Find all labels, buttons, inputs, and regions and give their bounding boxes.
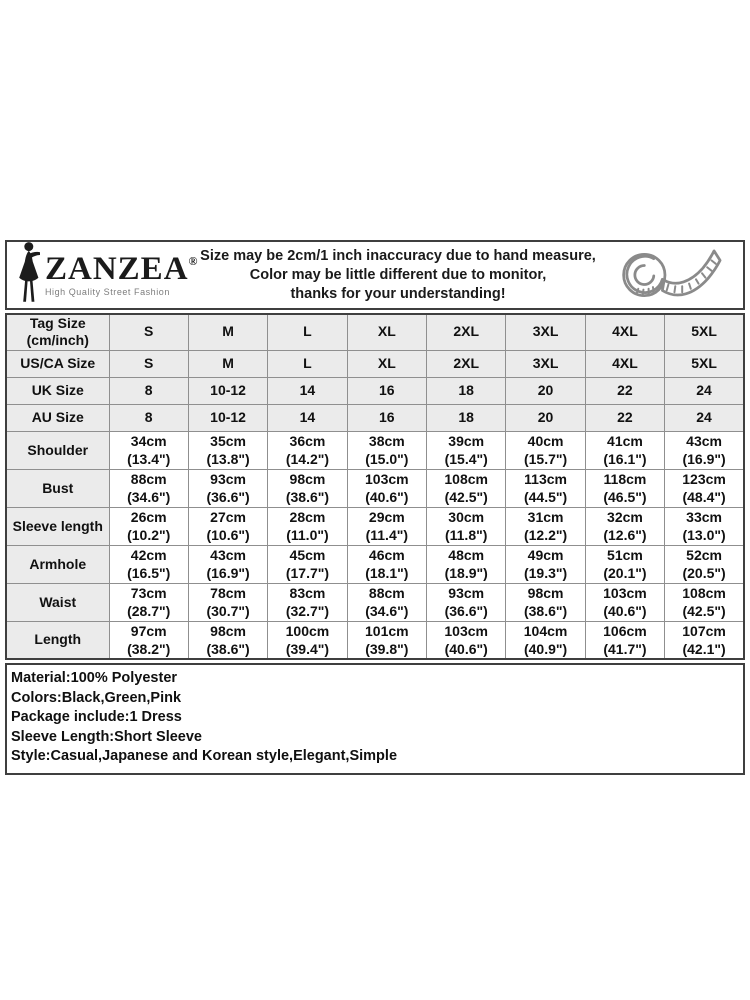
size-value-cell xyxy=(347,377,426,404)
measurement-cm: 30cm xyxy=(448,509,485,525)
measurement-cm: 31cm xyxy=(527,509,564,525)
measurement-cell xyxy=(506,469,585,507)
product-details-box xyxy=(5,663,745,775)
size-table-header-row xyxy=(6,377,744,404)
measurement-inch: (46.5") xyxy=(603,489,647,505)
measurement-inch: (38.6") xyxy=(206,640,250,657)
measurement-inch: (36.6") xyxy=(444,603,488,619)
measurement-cell xyxy=(109,507,188,545)
size-value-cell xyxy=(506,377,585,404)
size-value: L xyxy=(303,323,312,340)
size-table-header-row xyxy=(6,404,744,431)
measurement-cell xyxy=(347,431,426,469)
fashion-figure-icon xyxy=(13,241,43,310)
measurement-inch: (12.6") xyxy=(603,527,647,543)
measurement-inch: (36.6") xyxy=(206,489,250,505)
measurement-cm: 98cm xyxy=(289,471,326,487)
measurement-inch: (13.4") xyxy=(127,451,171,467)
measurement-inch: (28.7") xyxy=(127,603,171,619)
size-value: 22 xyxy=(617,381,633,398)
measurement-cm: 38cm xyxy=(368,433,405,449)
row-label xyxy=(6,431,109,469)
size-table-body xyxy=(6,314,744,659)
size-value: M xyxy=(222,354,234,371)
measurement-cm: 78cm xyxy=(210,585,246,601)
row-label-line: Length xyxy=(34,631,82,648)
size-value: 20 xyxy=(537,408,554,425)
measurement-inch: (11.4") xyxy=(365,527,409,543)
measurement-cell xyxy=(665,583,744,621)
measurement-cm: 98cm xyxy=(210,622,246,639)
row-label-line: Bust xyxy=(42,479,74,496)
measurement-cell xyxy=(585,545,664,583)
row-label xyxy=(6,545,109,583)
measurement-cell xyxy=(585,469,664,507)
size-value-cell xyxy=(188,377,267,404)
measurement-cell xyxy=(188,469,267,507)
measurement-cm: 97cm xyxy=(130,622,167,639)
measurement-cm: 93cm xyxy=(448,585,485,601)
size-value: 4XL xyxy=(612,323,638,340)
measurement-cell xyxy=(665,545,744,583)
size-value-cell xyxy=(427,350,506,377)
measurement-cell xyxy=(268,621,347,659)
measurement-inch: (40.6") xyxy=(444,640,488,657)
size-value: 16 xyxy=(379,408,395,425)
row-label-line: (cm/inch) xyxy=(26,332,89,349)
measurement-cell xyxy=(665,507,744,545)
measurement-cm: 93cm xyxy=(210,471,246,487)
measurement-cm: 113cm xyxy=(524,471,567,487)
size-value-cell xyxy=(188,314,267,350)
measurement-cell xyxy=(585,431,664,469)
measurement-cell xyxy=(427,583,506,621)
measurement-inch: (16.9") xyxy=(206,565,250,581)
size-value-cell xyxy=(665,314,744,350)
measurement-cell xyxy=(347,507,426,545)
measurement-cell xyxy=(188,583,267,621)
size-value: 24 xyxy=(696,381,712,398)
size-value-cell xyxy=(188,404,267,431)
measurement-cell xyxy=(665,621,744,659)
measurement-row xyxy=(6,431,744,469)
row-label xyxy=(6,507,109,545)
measurement-inch: (13.8") xyxy=(206,451,250,467)
measurement-cm: 42cm xyxy=(130,547,167,563)
measure-disclaimer xyxy=(188,247,605,304)
size-value-cell xyxy=(109,314,188,350)
measurement-cell xyxy=(506,545,585,583)
size-value: 20 xyxy=(537,381,554,398)
disclaimer-line: thanks for your understanding! xyxy=(290,285,506,302)
measurement-inch: (17.7") xyxy=(285,565,330,581)
size-value: 18 xyxy=(458,381,474,398)
measurement-cell xyxy=(585,621,664,659)
brand-text xyxy=(45,253,198,297)
measurement-cm: 88cm xyxy=(368,585,405,601)
size-value: 3XL xyxy=(532,354,559,371)
size-value-cell xyxy=(506,404,585,431)
measurement-cell xyxy=(506,507,585,545)
measurement-cell xyxy=(268,431,347,469)
measurement-cell xyxy=(665,431,744,469)
measurement-inch: (16.5") xyxy=(127,565,171,581)
measurement-inch: (38.6") xyxy=(285,489,330,505)
size-value-cell xyxy=(268,377,347,404)
measurement-cm: 34cm xyxy=(130,433,167,449)
measurement-cm: 39cm xyxy=(448,433,485,449)
measuring-tape-icon xyxy=(605,244,737,306)
measurement-cm: 103cm xyxy=(365,471,409,487)
measurement-cell xyxy=(268,545,347,583)
size-value-cell xyxy=(268,314,347,350)
sheet-content xyxy=(5,240,745,775)
size-value-cell xyxy=(109,350,188,377)
measurement-cm: 123cm xyxy=(682,471,726,487)
measurement-inch: (38.6") xyxy=(523,603,568,619)
measurement-row xyxy=(6,621,744,659)
measurement-cm: 41cm xyxy=(607,433,643,449)
measurement-inch: (38.2") xyxy=(127,640,171,657)
size-value: L xyxy=(303,354,312,371)
size-value: 10-12 xyxy=(210,381,246,398)
measurement-cm: 73cm xyxy=(130,585,167,601)
measurement-inch: (40.6") xyxy=(603,603,647,619)
measurement-cm: 27cm xyxy=(210,509,246,525)
measurement-cm: 29cm xyxy=(368,509,405,525)
size-value-cell xyxy=(347,404,426,431)
measurement-cell xyxy=(109,431,188,469)
size-value: 18 xyxy=(458,408,474,425)
measurement-cell xyxy=(347,583,426,621)
detail-sleeve-length: Sleeve Length:Short Sleeve xyxy=(11,728,202,745)
measurement-inch: (15.7") xyxy=(523,451,568,467)
measurement-cm: 108cm xyxy=(444,471,488,487)
measurement-cm: 98cm xyxy=(527,585,564,601)
measurement-cell xyxy=(427,507,506,545)
measurement-cell xyxy=(109,583,188,621)
row-label xyxy=(6,377,109,404)
row-label-line: Tag Size xyxy=(29,315,86,332)
measurement-inch: (20.5") xyxy=(682,565,726,581)
size-value-cell xyxy=(427,377,506,404)
measurement-cm: 26cm xyxy=(130,509,167,525)
measurement-cell xyxy=(506,621,585,659)
size-value-cell xyxy=(585,377,664,404)
size-value: 8 xyxy=(144,408,153,425)
measurement-inch: (15.4") xyxy=(444,451,488,467)
measurement-cell xyxy=(427,469,506,507)
measurement-inch: (32.7") xyxy=(285,603,330,619)
measurement-cell xyxy=(427,545,506,583)
measurement-row xyxy=(6,469,744,507)
measurement-cm: 103cm xyxy=(603,585,647,601)
measurement-inch: (16.1") xyxy=(603,451,647,467)
row-label-line: Sleeve length xyxy=(12,517,103,534)
row-label-line: Waist xyxy=(39,593,77,610)
measurement-cell xyxy=(506,431,585,469)
measurement-inch: (40.6") xyxy=(365,489,409,505)
measurement-inch: (13.0") xyxy=(682,527,726,543)
measurement-cm: 35cm xyxy=(210,433,246,449)
measurement-cell xyxy=(347,469,426,507)
measurement-cm: 32cm xyxy=(607,509,643,525)
brand-name: ZANZEA® xyxy=(45,251,198,287)
size-value-cell xyxy=(268,350,347,377)
size-value: 5XL xyxy=(691,323,717,340)
measurement-cell xyxy=(347,621,426,659)
measurement-cell xyxy=(268,583,347,621)
measurement-cm: 48cm xyxy=(448,547,485,563)
row-label xyxy=(6,621,109,659)
measurement-row xyxy=(6,507,744,545)
row-label xyxy=(6,314,109,350)
size-value-cell xyxy=(347,350,426,377)
measurement-cell xyxy=(109,469,188,507)
size-value: 22 xyxy=(617,408,633,425)
size-value-cell xyxy=(665,377,744,404)
measurement-inch: (20.1") xyxy=(603,565,647,581)
measurement-cell xyxy=(109,545,188,583)
measurement-cm: 51cm xyxy=(607,547,643,563)
measurement-row xyxy=(6,545,744,583)
measurement-inch: (10.6") xyxy=(206,527,250,543)
size-value-cell xyxy=(585,314,664,350)
row-label-line: Shoulder xyxy=(27,441,89,458)
size-value: XL xyxy=(377,354,396,371)
measurement-inch: (39.8") xyxy=(365,640,409,657)
measurement-inch: (14.2") xyxy=(285,451,330,467)
measurement-cell xyxy=(188,545,267,583)
size-value-cell xyxy=(427,404,506,431)
measurement-cell xyxy=(347,545,426,583)
size-value-cell xyxy=(268,404,347,431)
size-value: 8 xyxy=(144,381,153,398)
measurement-cm: 28cm xyxy=(289,509,326,525)
row-label xyxy=(6,469,109,507)
size-table xyxy=(5,313,745,660)
measurement-inch: (39.4") xyxy=(285,640,330,657)
size-value-cell xyxy=(506,314,585,350)
size-value: 14 xyxy=(299,408,316,425)
measurement-cm: 49cm xyxy=(527,547,564,563)
size-value: 10-12 xyxy=(210,408,246,425)
measurement-inch: (42.1") xyxy=(682,640,726,657)
measurement-cell xyxy=(188,621,267,659)
brand-logo xyxy=(13,241,198,310)
measurement-cm: 108cm xyxy=(682,585,726,601)
size-value-cell xyxy=(109,377,188,404)
size-value-cell xyxy=(427,314,506,350)
size-value: 24 xyxy=(696,408,712,425)
size-value: 5XL xyxy=(691,354,717,371)
row-label-line: AU Size xyxy=(31,409,84,425)
size-value: 3XL xyxy=(532,323,559,340)
size-value-cell xyxy=(188,350,267,377)
detail-style: Style:Casual,Japanese and Korean style,Elegant,Simple xyxy=(11,748,398,764)
measurement-inch: (30.7") xyxy=(206,603,250,619)
size-value: 16 xyxy=(379,381,395,398)
size-value-cell xyxy=(347,314,426,350)
measurement-cm: 33cm xyxy=(686,509,722,525)
measurement-cell xyxy=(506,583,585,621)
size-value-cell xyxy=(665,404,744,431)
measurement-inch: (19.3") xyxy=(523,565,568,581)
measurement-cell xyxy=(665,469,744,507)
size-value-cell xyxy=(665,350,744,377)
measurement-cm: 118cm xyxy=(603,471,647,487)
size-value-cell xyxy=(506,350,585,377)
row-label-line: Armhole xyxy=(29,555,87,572)
measurement-inch: (16.9") xyxy=(682,451,726,467)
measurement-inch: (10.2") xyxy=(127,527,171,543)
measurement-inch: (12.2") xyxy=(523,527,568,543)
size-value: S xyxy=(144,354,154,371)
size-value: M xyxy=(222,323,234,340)
size-value: S xyxy=(144,323,154,340)
measurement-cm: 40cm xyxy=(527,433,564,449)
measurement-cm: 88cm xyxy=(130,471,167,487)
measurement-inch: (11.0") xyxy=(286,527,329,543)
measurement-cm: 106cm xyxy=(603,622,647,639)
measurement-cm: 45cm xyxy=(289,547,326,563)
measurement-inch: (34.6") xyxy=(127,489,171,505)
measurement-inch: (18.9") xyxy=(444,565,488,581)
size-value: XL xyxy=(377,323,396,340)
measurement-cm: 107cm xyxy=(682,622,726,639)
measurement-cell xyxy=(188,507,267,545)
measurement-cm: 83cm xyxy=(289,585,326,601)
brand-tagline: High Quality Street Fashion xyxy=(45,287,170,297)
measurement-cm: 43cm xyxy=(210,547,246,563)
measurement-cell xyxy=(188,431,267,469)
measurement-cell xyxy=(585,583,664,621)
size-value-cell xyxy=(585,404,664,431)
measurement-cell xyxy=(585,507,664,545)
row-label xyxy=(6,583,109,621)
disclaimer-line: Color may be little different due to monitor, xyxy=(249,266,547,283)
measurement-cm: 43cm xyxy=(686,433,722,449)
row-label xyxy=(6,404,109,431)
measurement-row xyxy=(6,583,744,621)
measurement-inch: (42.5") xyxy=(682,603,726,619)
size-value: 2XL xyxy=(453,323,480,340)
size-value: 14 xyxy=(299,381,316,398)
size-value-cell xyxy=(585,350,664,377)
measurement-inch: (15.0") xyxy=(365,451,409,467)
measurement-cm: 103cm xyxy=(444,622,488,639)
measurement-inch: (40.9") xyxy=(523,640,568,657)
measurement-cm: 46cm xyxy=(368,547,405,563)
measurement-cm: 100cm xyxy=(285,622,330,639)
disclaimer-line: Size may be 2cm/1 inch inaccuracy due to hand measure, xyxy=(200,247,596,264)
header-box xyxy=(5,240,745,310)
measurement-cm: 104cm xyxy=(523,622,568,639)
measurement-cm: 36cm xyxy=(289,433,326,449)
registered-mark: ® xyxy=(188,254,198,268)
measurement-cm: 52cm xyxy=(686,547,722,563)
row-label xyxy=(6,350,109,377)
measurement-inch: (48.4") xyxy=(682,489,726,505)
measurement-inch: (44.5") xyxy=(523,489,568,505)
size-value: 4XL xyxy=(612,354,638,371)
measurement-cell xyxy=(268,469,347,507)
measurement-cm: 101cm xyxy=(365,622,409,639)
row-label-line: UK Size xyxy=(31,382,84,398)
measurement-inch: (42.5") xyxy=(444,489,488,505)
size-table-header-row xyxy=(6,350,744,377)
measurement-cell xyxy=(427,431,506,469)
size-value-cell xyxy=(109,404,188,431)
detail-material: Material:100% Polyester xyxy=(11,670,178,686)
detail-package: Package include:1 Dress xyxy=(11,709,182,725)
measurement-inch: (11.8") xyxy=(444,527,488,543)
detail-colors: Colors:Black,Green,Pink xyxy=(11,689,182,706)
size-value: 2XL xyxy=(453,354,480,371)
measurement-inch: (41.7") xyxy=(603,640,647,657)
measurement-cell xyxy=(427,621,506,659)
measurement-inch: (34.6") xyxy=(365,603,409,619)
size-table-header-row xyxy=(6,314,744,350)
measurement-inch: (18.1") xyxy=(365,565,409,581)
measurement-cell xyxy=(109,621,188,659)
row-label-line: US/CA Size xyxy=(20,355,96,371)
measurement-cell xyxy=(268,507,347,545)
